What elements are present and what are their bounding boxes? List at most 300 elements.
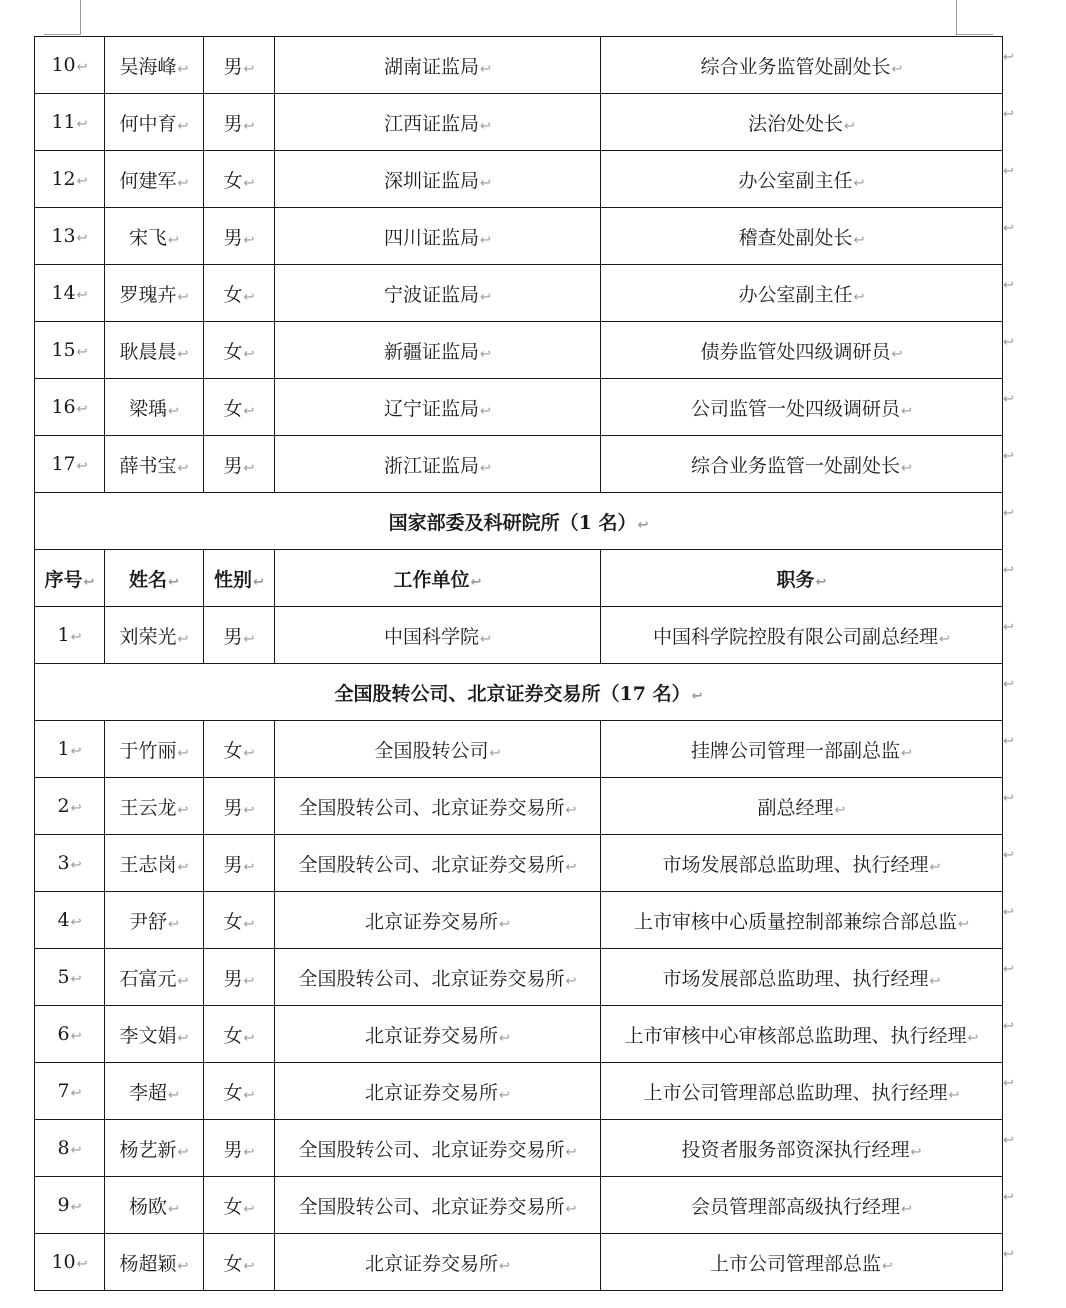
cell-gender — [204, 1120, 275, 1177]
table-row — [35, 208, 1003, 265]
cell-no — [35, 1063, 105, 1120]
cell-name-text: 罗瑰卉 — [119, 283, 177, 306]
page-corner-mark-left — [44, 0, 81, 35]
cell-name-text: 刘荣光 — [119, 625, 177, 648]
cell-position — [601, 1063, 1003, 1120]
cell-end-mark: ↩ — [70, 972, 82, 987]
row-end-mark: ↩ — [1003, 1133, 1014, 1148]
cell-position-text: 会员管理部高级执行经理 — [691, 1195, 901, 1218]
cell-position — [601, 778, 1003, 835]
cell-no-text: 12 — [51, 168, 76, 190]
cell-unit-text: 中国科学院 — [384, 625, 480, 648]
cell-unit-text: 全国股转公司、北京证券交易所 — [298, 853, 565, 876]
cell-end-mark: ↩ — [70, 630, 82, 645]
cell-end-mark: ↩ — [499, 916, 510, 932]
roster-table — [34, 36, 1003, 1291]
cell-no-text: 6 — [57, 1023, 70, 1045]
cell-end-mark: ↩ — [853, 175, 865, 191]
cell-gender-text: 女 — [223, 1081, 243, 1104]
cell-end-mark: ↩ — [70, 801, 82, 816]
table-row — [35, 37, 1003, 94]
header-gender — [204, 550, 275, 607]
cell-gender — [204, 1006, 275, 1063]
cell-position — [601, 322, 1003, 379]
cell-gender — [204, 265, 275, 322]
cell-no — [35, 721, 105, 778]
cell-name — [105, 835, 204, 892]
cell-gender-text: 女 — [223, 1024, 243, 1047]
cell-end-mark: ↩ — [243, 973, 255, 989]
cell-unit — [275, 949, 601, 1006]
row-end-mark: ↩ — [1003, 677, 1014, 692]
cell-no — [35, 892, 105, 949]
cell-end-mark: ↩ — [480, 403, 491, 419]
table-row — [35, 94, 1003, 151]
cell-no — [35, 265, 105, 322]
cell-name-text: 何建军 — [119, 169, 177, 192]
cell-gender — [204, 1177, 275, 1234]
cell-no-text: 5 — [57, 966, 70, 988]
row-end-mark: ↩ — [1003, 449, 1014, 464]
cell-end-mark: ↩ — [177, 859, 189, 875]
cell-end-mark: ↩ — [70, 744, 82, 759]
cell-end-mark: ↩ — [70, 1086, 82, 1101]
cell-unit — [275, 1234, 601, 1291]
cell-position — [601, 607, 1003, 664]
cell-end-mark: ↩ — [243, 460, 255, 476]
cell-end-mark: ↩ — [177, 973, 189, 989]
cell-no-text: 13 — [51, 225, 76, 247]
cell-unit — [275, 835, 601, 892]
cell-end-mark: ↩ — [891, 61, 903, 77]
cell-end-mark: ↩ — [499, 1258, 510, 1274]
cell-unit-text: 北京证券交易所 — [365, 1024, 499, 1047]
cell-unit — [275, 892, 601, 949]
cell-end-mark: ↩ — [243, 403, 255, 419]
cell-gender — [204, 607, 275, 664]
cell-name — [105, 151, 204, 208]
cell-end-mark: ↩ — [168, 574, 179, 590]
row-end-mark: ↩ — [1003, 1019, 1014, 1034]
cell-end-mark: ↩ — [76, 174, 88, 189]
cell-no-text: 2 — [57, 795, 70, 817]
header-unit — [275, 550, 601, 607]
cell-position-text: 公司监管一处四级调研员 — [691, 397, 901, 420]
cell-end-mark: ↩ — [480, 61, 491, 77]
cell-name — [105, 1063, 204, 1120]
cell-end-mark: ↩ — [168, 232, 179, 248]
cell-gender-text: 女 — [223, 910, 243, 933]
cell-end-mark: ↩ — [480, 289, 491, 305]
cell-no-text: 8 — [57, 1137, 70, 1159]
cell-end-mark: ↩ — [243, 118, 255, 134]
cell-no — [35, 778, 105, 835]
section-title — [35, 664, 1003, 721]
row-end-mark: ↩ — [1003, 1076, 1014, 1091]
cell-gender — [204, 322, 275, 379]
cell-no-text: 10 — [51, 1251, 76, 1273]
header-position — [601, 550, 1003, 607]
row-end-mark: ↩ — [1003, 164, 1014, 179]
cell-position-text: 上市审核中心审核部总监助理、执行经理 — [624, 1024, 967, 1047]
cell-position-text: 上市审核中心质量控制部兼综合部总监 — [634, 910, 958, 933]
cell-end-mark: ↩ — [243, 232, 255, 248]
cell-end-mark: ↩ — [177, 118, 189, 134]
table-row — [35, 265, 1003, 322]
cell-name — [105, 721, 204, 778]
cell-end-mark: ↩ — [243, 1144, 255, 1160]
cell-name — [105, 379, 204, 436]
cell-no — [35, 379, 105, 436]
cell-name-text: 梁瑀 — [129, 397, 168, 420]
cell-end-mark: ↩ — [76, 288, 88, 303]
cell-end-mark: ↩ — [243, 289, 255, 305]
cell-end-mark: ↩ — [177, 631, 189, 647]
cell-unit — [275, 436, 601, 493]
cell-end-mark: ↩ — [489, 745, 501, 761]
cell-no-text: 9 — [57, 1194, 70, 1216]
cell-position-text: 副总经理 — [757, 796, 834, 819]
row-end-mark: ↩ — [1003, 905, 1014, 920]
cell-position — [601, 1234, 1003, 1291]
cell-unit-text: 深圳证监局 — [384, 169, 480, 192]
cell-unit-text: 湖南证监局 — [384, 55, 480, 78]
cell-gender-text: 女 — [223, 1252, 243, 1275]
cell-position-text: 投资者服务部资深执行经理 — [681, 1138, 910, 1161]
row-end-mark: ↩ — [1003, 848, 1014, 863]
cell-name — [105, 94, 204, 151]
cell-gender — [204, 835, 275, 892]
row-end-mark: ↩ — [1003, 335, 1014, 350]
cell-gender-text: 女 — [223, 169, 243, 192]
cell-end-mark: ↩ — [939, 631, 950, 647]
cell-end-mark: ↩ — [480, 460, 491, 476]
cell-gender — [204, 94, 275, 151]
section-title-text: 全国股转公司、北京证券交易所（17 名） — [334, 682, 691, 705]
cell-position-text: 上市公司管理部总监助理、执行经理 — [643, 1081, 948, 1104]
cell-no-text: 1 — [57, 738, 70, 760]
cell-no-text: 10 — [51, 54, 76, 76]
row-end-marks — [1003, 36, 1023, 1290]
row-end-mark: ↩ — [1003, 221, 1014, 236]
cell-end-mark: ↩ — [470, 574, 482, 590]
cell-end-mark: ↩ — [243, 859, 255, 875]
cell-position — [601, 1177, 1003, 1234]
row-end-mark: ↩ — [1003, 50, 1014, 65]
cell-gender-text: 男 — [223, 967, 243, 990]
cell-gender-text: 男 — [223, 625, 243, 648]
cell-position — [601, 94, 1003, 151]
cell-end-mark: ↩ — [76, 345, 88, 360]
row-end-mark: ↩ — [1003, 734, 1014, 749]
cell-end-mark: ↩ — [901, 745, 912, 761]
cell-no — [35, 1006, 105, 1063]
cell-unit-text: 新疆证监局 — [384, 340, 480, 363]
cell-unit — [275, 1006, 601, 1063]
cell-end-mark: ↩ — [882, 1258, 893, 1274]
cell-unit — [275, 778, 601, 835]
cell-no-text: 17 — [51, 453, 76, 475]
cell-unit — [275, 379, 601, 436]
cell-name — [105, 436, 204, 493]
cell-position-text: 中国科学院控股有限公司副总经理 — [653, 625, 939, 648]
cell-no — [35, 37, 105, 94]
cell-unit — [275, 265, 601, 322]
cell-name — [105, 1006, 204, 1063]
cell-end-mark: ↩ — [901, 403, 912, 419]
cell-name — [105, 607, 204, 664]
cell-end-mark: ↩ — [177, 346, 189, 362]
cell-unit-text: 北京证券交易所 — [365, 1252, 499, 1275]
row-end-mark: ↩ — [1003, 107, 1014, 122]
cell-end-mark: ↩ — [480, 232, 491, 248]
cell-name-text: 何中育 — [119, 112, 177, 135]
cell-unit-text: 全国股转公司、北京证券交易所 — [298, 967, 565, 990]
cell-end-mark: ↩ — [70, 1200, 82, 1215]
cell-gender — [204, 949, 275, 1006]
cell-no-text: 3 — [57, 852, 70, 874]
cell-end-mark: ↩ — [243, 745, 255, 761]
cell-end-mark: ↩ — [177, 1144, 189, 1160]
cell-position-text: 办公室副主任 — [738, 169, 853, 192]
cell-end-mark: ↩ — [76, 117, 88, 132]
cell-no-text: 15 — [51, 339, 76, 361]
cell-position — [601, 1120, 1003, 1177]
row-end-mark: ↩ — [1003, 1190, 1014, 1205]
cell-name-text: 尹舒 — [129, 910, 168, 933]
cell-end-mark: ↩ — [168, 1087, 179, 1103]
table-row — [35, 778, 1003, 835]
cell-end-mark: ↩ — [76, 459, 88, 474]
cell-name — [105, 1177, 204, 1234]
cell-gender-text: 男 — [223, 796, 243, 819]
cell-end-mark: ↩ — [243, 61, 255, 77]
cell-end-mark: ↩ — [948, 1087, 960, 1103]
cell-position — [601, 892, 1003, 949]
section-title — [35, 493, 1003, 550]
cell-unit-text: 江西证监局 — [384, 112, 480, 135]
cell-end-mark: ↩ — [901, 1201, 912, 1217]
cell-end-mark: ↩ — [929, 859, 941, 875]
cell-end-mark: ↩ — [929, 973, 941, 989]
cell-gender-text: 男 — [223, 226, 243, 249]
roster-table-body — [35, 37, 1003, 1291]
cell-position-text: 稽查处副处长 — [738, 226, 853, 249]
cell-unit-text: 北京证券交易所 — [365, 910, 499, 933]
cell-gender — [204, 1234, 275, 1291]
header-no — [35, 550, 105, 607]
cell-name-text: 杨欧 — [129, 1195, 168, 1218]
cell-gender — [204, 151, 275, 208]
cell-end-mark: ↩ — [168, 1201, 179, 1217]
cell-gender — [204, 37, 275, 94]
table-row — [35, 892, 1003, 949]
cell-end-mark: ↩ — [243, 1201, 255, 1217]
cell-name — [105, 1120, 204, 1177]
cell-end-mark: ↩ — [76, 231, 88, 246]
cell-unit — [275, 1063, 601, 1120]
cell-gender-text: 女 — [223, 739, 243, 762]
cell-end-mark: ↩ — [177, 460, 189, 476]
cell-gender-text: 男 — [223, 454, 243, 477]
cell-end-mark: ↩ — [177, 745, 189, 761]
cell-end-mark: ↩ — [499, 1030, 510, 1046]
cell-end-mark: ↩ — [834, 802, 846, 818]
cell-end-mark: ↩ — [967, 1030, 979, 1046]
row-end-mark: ↩ — [1003, 791, 1014, 806]
cell-name-text: 宋飞 — [129, 226, 168, 249]
cell-position — [601, 265, 1003, 322]
cell-no — [35, 1177, 105, 1234]
cell-unit-text: 全国股转公司、北京证券交易所 — [298, 1138, 565, 1161]
cell-end-mark: ↩ — [243, 916, 255, 932]
cell-gender-text: 女 — [223, 397, 243, 420]
cell-name-text: 杨艺新 — [119, 1138, 177, 1161]
cell-end-mark: ↩ — [177, 175, 189, 191]
table-row — [35, 322, 1003, 379]
cell-end-mark: ↩ — [177, 1030, 189, 1046]
cell-end-mark: ↩ — [243, 802, 255, 818]
row-end-mark: ↩ — [1003, 1247, 1014, 1262]
cell-position-text: 债券监管处四级调研员 — [700, 340, 891, 363]
cell-position — [601, 436, 1003, 493]
cell-name-text: 石富元 — [119, 967, 177, 990]
cell-unit — [275, 208, 601, 265]
cell-name — [105, 1234, 204, 1291]
cell-unit — [275, 1120, 601, 1177]
cell-end-mark: ↩ — [76, 1257, 88, 1272]
cell-position — [601, 151, 1003, 208]
cell-end-mark: ↩ — [177, 61, 189, 77]
cell-end-mark: ↩ — [243, 631, 255, 647]
cell-gender-text: 男 — [223, 55, 243, 78]
cell-end-mark: ↩ — [565, 973, 577, 989]
cell-end-mark: ↩ — [958, 916, 969, 932]
header-name — [105, 550, 204, 607]
cell-name-text: 于竹丽 — [119, 739, 177, 762]
cell-position-text: 市场发展部总监助理、执行经理 — [662, 853, 929, 876]
cell-position-text: 挂牌公司管理一部副总监 — [691, 739, 901, 762]
cell-unit — [275, 322, 601, 379]
cell-end-mark: ↩ — [168, 403, 179, 419]
cell-unit — [275, 151, 601, 208]
cell-no-text: 16 — [51, 396, 76, 418]
row-end-mark: ↩ — [1003, 563, 1014, 578]
cell-unit — [275, 1177, 601, 1234]
cell-end-mark: ↩ — [243, 346, 255, 362]
cell-gender-text: 女 — [223, 1195, 243, 1218]
cell-end-mark: ↩ — [70, 1143, 82, 1158]
cell-name-text: 李超 — [129, 1081, 168, 1104]
cell-name-text: 薛书宝 — [119, 454, 177, 477]
row-end-mark: ↩ — [1003, 506, 1014, 521]
cell-end-mark: ↩ — [480, 346, 491, 362]
cell-position-text: 上市公司管理部总监 — [710, 1252, 882, 1275]
cell-position-text: 法治处处长 — [748, 112, 844, 135]
cell-end-mark: ↩ — [565, 1144, 577, 1160]
table-row — [35, 151, 1003, 208]
table-row — [35, 721, 1003, 778]
cell-end-mark: ↩ — [891, 346, 903, 362]
cell-gender — [204, 436, 275, 493]
table-row — [35, 1120, 1003, 1177]
header-unit-text: 工作单位 — [393, 568, 470, 591]
section-title-text: 国家部委及科研院所（1 名） — [388, 511, 637, 534]
cell-unit — [275, 94, 601, 151]
cell-end-mark: ↩ — [844, 118, 855, 134]
section-title-row — [35, 493, 1003, 550]
cell-name — [105, 892, 204, 949]
cell-name — [105, 949, 204, 1006]
table-row — [35, 1177, 1003, 1234]
cell-end-mark: ↩ — [499, 1087, 510, 1103]
cell-position — [601, 37, 1003, 94]
cell-name-text: 王云龙 — [119, 796, 177, 819]
cell-end-mark: ↩ — [83, 574, 95, 590]
cell-end-mark: ↩ — [168, 916, 179, 932]
cell-position — [601, 721, 1003, 778]
cell-gender-text: 女 — [223, 340, 243, 363]
cell-name-text: 王志岗 — [119, 853, 177, 876]
cell-no — [35, 835, 105, 892]
cell-end-mark: ↩ — [70, 1029, 82, 1044]
cell-gender — [204, 208, 275, 265]
cell-no-text: 11 — [51, 111, 76, 133]
cell-end-mark: ↩ — [177, 1258, 189, 1274]
cell-gender-text: 女 — [223, 283, 243, 306]
cell-position-text: 市场发展部总监助理、执行经理 — [662, 967, 929, 990]
cell-end-mark: ↩ — [480, 175, 491, 191]
cell-unit-text: 浙江证监局 — [384, 454, 480, 477]
cell-end-mark: ↩ — [177, 802, 189, 818]
cell-no — [35, 151, 105, 208]
cell-unit-text: 宁波证监局 — [384, 283, 480, 306]
cell-unit-text: 全国股转公司、北京证券交易所 — [298, 796, 565, 819]
header-no-text: 序号 — [44, 568, 83, 591]
page-corner-mark-right — [956, 0, 993, 35]
section-title-row — [35, 664, 1003, 721]
cell-no-text: 1 — [57, 624, 70, 646]
cell-position-text: 综合业务监管处副处长 — [700, 55, 891, 78]
cell-end-mark: ↩ — [565, 1201, 577, 1217]
cell-no — [35, 607, 105, 664]
cell-gender — [204, 892, 275, 949]
cell-end-mark: ↩ — [910, 1144, 922, 1160]
cell-name-text: 吴海峰 — [119, 55, 177, 78]
row-end-mark: ↩ — [1003, 962, 1014, 977]
cell-gender — [204, 379, 275, 436]
cell-no-text: 14 — [51, 282, 76, 304]
cell-end-mark: ↩ — [853, 232, 865, 248]
cell-end-mark: ↩ — [815, 574, 827, 590]
cell-no-text: 7 — [57, 1080, 70, 1102]
cell-name-text: 耿晨晨 — [119, 340, 177, 363]
cell-end-mark: ↩ — [691, 688, 703, 704]
cell-unit — [275, 721, 601, 778]
cell-end-mark: ↩ — [76, 60, 88, 75]
row-end-mark: ↩ — [1003, 278, 1014, 293]
header-gender-text: 性别 — [214, 568, 253, 591]
cell-end-mark: ↩ — [480, 631, 491, 647]
table-row — [35, 436, 1003, 493]
cell-end-mark: ↩ — [243, 1258, 255, 1274]
table-row — [35, 1063, 1003, 1120]
cell-name — [105, 265, 204, 322]
header-name-text: 姓名 — [129, 568, 168, 591]
row-end-mark: ↩ — [1003, 392, 1014, 407]
cell-no — [35, 322, 105, 379]
cell-no — [35, 94, 105, 151]
